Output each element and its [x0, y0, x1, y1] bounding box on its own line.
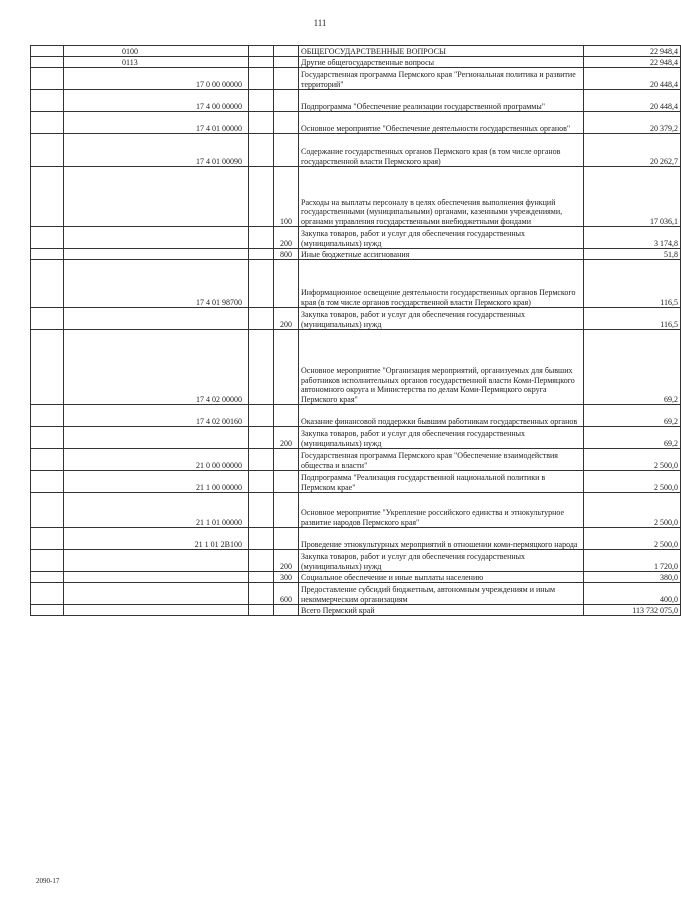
empty-cell — [249, 449, 274, 471]
amount-cell: 380,0 — [584, 572, 681, 583]
target-code-cell — [64, 605, 249, 616]
amount-cell: 2 500,0 — [584, 528, 681, 550]
empty-cell — [249, 572, 274, 583]
item-name-cell: Оказание финансовой поддержки бывшим работникам государственных органов — [299, 405, 584, 427]
amount-cell: 2 500,0 — [584, 471, 681, 493]
table-row — [31, 167, 681, 227]
target-code-cell — [64, 550, 249, 572]
table-row — [31, 112, 681, 134]
empty-cell — [31, 572, 64, 583]
expense-type-cell — [274, 471, 299, 493]
table-row — [31, 90, 681, 112]
expense-type-cell: 300 — [274, 572, 299, 583]
table-row — [31, 572, 681, 583]
table-row — [31, 605, 681, 616]
empty-cell — [249, 90, 274, 112]
empty-cell — [249, 405, 274, 427]
amount-cell: 20 379,2 — [584, 112, 681, 134]
amount-cell: 51,8 — [584, 249, 681, 260]
target-code-cell: 21 1 01 2В100 — [64, 528, 249, 550]
empty-cell — [249, 57, 274, 68]
target-code-cell — [64, 427, 249, 449]
expense-type-cell: 200 — [274, 227, 299, 249]
empty-cell — [249, 583, 274, 605]
expense-type-cell: 600 — [274, 583, 299, 605]
target-code-cell: 21 0 00 00000 — [64, 449, 249, 471]
item-name-cell: Проведение этнокультурных мероприятий в отношении коми-пермяцкого народа — [299, 528, 584, 550]
item-name-cell: Основное мероприятие "Укрепление российского единства и этнокультурное развитие народов Пермского края" — [299, 493, 584, 528]
expense-type-cell — [274, 330, 299, 405]
empty-cell — [249, 68, 274, 90]
expense-type-cell — [274, 46, 299, 57]
expense-type-cell — [274, 57, 299, 68]
item-name-cell: Всего Пермский край — [299, 605, 584, 616]
empty-cell — [31, 471, 64, 493]
amount-cell: 116,5 — [584, 260, 681, 308]
table-row — [31, 134, 681, 167]
table-row — [31, 427, 681, 449]
table-row — [31, 57, 681, 68]
amount-cell: 2 500,0 — [584, 493, 681, 528]
item-name-cell: Социальное обеспечение и иные выплаты населению — [299, 572, 584, 583]
empty-cell — [31, 528, 64, 550]
empty-cell — [249, 308, 274, 330]
amount-cell: 113 732 075,0 — [584, 605, 681, 616]
empty-cell — [249, 471, 274, 493]
expense-type-cell — [274, 605, 299, 616]
empty-cell — [249, 134, 274, 167]
item-name-cell: Подпрограмма "Реализация государственной национальной политики в Пермском крае" — [299, 471, 584, 493]
amount-cell: 69,2 — [584, 427, 681, 449]
target-code-cell: 17 4 01 00000 — [64, 112, 249, 134]
target-code-cell: 17 4 02 00000 — [64, 330, 249, 405]
expense-type-cell: 200 — [274, 308, 299, 330]
item-name-cell: Подпрограмма "Обеспечение реализации государственной программы" — [299, 90, 584, 112]
empty-cell — [31, 112, 64, 134]
target-code-cell: 17 4 02 00160 — [64, 405, 249, 427]
target-code-cell: 17 4 01 00090 — [64, 134, 249, 167]
item-name-cell: Закупка товаров, работ и услуг для обеспечения государственных (муниципальных) нужд — [299, 550, 584, 572]
item-name-cell: ОБЩЕГОСУДАРСТВЕННЫЕ ВОПРОСЫ — [299, 46, 584, 57]
expense-type-cell — [274, 90, 299, 112]
empty-cell — [249, 167, 274, 227]
item-name-cell: Основное мероприятие "Организация мероприятий, организуемых для бывших работников исполнительных органов государственной власти Коми-Пермяцкого автономного округа и Министерства по делам Коми-Пермяцкого округа Пермского края" — [299, 330, 584, 405]
expense-type-cell — [274, 68, 299, 90]
table-row — [31, 583, 681, 605]
page-number: 111 — [313, 18, 327, 28]
table-row — [31, 249, 681, 260]
footer-code: 2090-17 — [36, 877, 60, 885]
amount-cell: 2 500,0 — [584, 449, 681, 471]
section-code-cell: 0100 — [64, 46, 249, 57]
amount-cell: 22 948,4 — [584, 46, 681, 57]
empty-cell — [249, 427, 274, 449]
target-code-cell — [64, 308, 249, 330]
target-code-cell — [64, 227, 249, 249]
item-name-cell: Другие общегосударственные вопросы — [299, 57, 584, 68]
empty-cell — [31, 605, 64, 616]
item-name-cell: Государственная программа Пермского края "Региональная политика и развитие территорий" — [299, 68, 584, 90]
expense-type-cell — [274, 449, 299, 471]
item-name-cell: Закупка товаров, работ и услуг для обеспечения государственных (муниципальных) нужд — [299, 427, 584, 449]
table-row — [31, 528, 681, 550]
empty-cell — [31, 167, 64, 227]
amount-cell: 20 448,4 — [584, 68, 681, 90]
table-row — [31, 68, 681, 90]
amount-cell: 400,0 — [584, 583, 681, 605]
target-code-cell: 17 4 00 00000 — [64, 90, 249, 112]
item-name-cell: Государственная программа Пермского края "Обеспечение взаимодействия общества и власти" — [299, 449, 584, 471]
empty-cell — [31, 308, 64, 330]
empty-cell — [249, 46, 274, 57]
table-row — [31, 471, 681, 493]
empty-cell — [31, 260, 64, 308]
amount-cell: 22 948,4 — [584, 57, 681, 68]
empty-cell — [31, 405, 64, 427]
expense-type-cell: 200 — [274, 427, 299, 449]
empty-cell — [31, 449, 64, 471]
item-name-cell: Информационное освещение деятельности государственных органов Пермского края (в том числе органов государственной власти Пермского края) — [299, 260, 584, 308]
expense-type-cell: 800 — [274, 249, 299, 260]
amount-cell: 116,5 — [584, 308, 681, 330]
table-row — [31, 227, 681, 249]
empty-cell — [31, 249, 64, 260]
amount-cell: 69,2 — [584, 330, 681, 405]
table-body — [31, 46, 681, 616]
empty-cell — [31, 227, 64, 249]
target-code-cell: 17 4 01 98700 — [64, 260, 249, 308]
empty-cell — [249, 330, 274, 405]
item-name-cell: Закупка товаров, работ и услуг для обеспечения государственных (муниципальных) нужд — [299, 227, 584, 249]
table-row — [31, 46, 681, 57]
table-row — [31, 405, 681, 427]
amount-cell: 1 720,0 — [584, 550, 681, 572]
empty-cell — [31, 330, 64, 405]
empty-cell — [31, 68, 64, 90]
item-name-cell: Закупка товаров, работ и услуг для обеспечения государственных (муниципальных) нужд — [299, 308, 584, 330]
empty-cell — [249, 249, 274, 260]
expense-type-cell — [274, 260, 299, 308]
amount-cell: 20 262,7 — [584, 134, 681, 167]
empty-cell — [31, 57, 64, 68]
expense-type-cell — [274, 493, 299, 528]
expense-type-cell — [274, 112, 299, 134]
expense-type-cell — [274, 405, 299, 427]
amount-cell: 17 036,1 — [584, 167, 681, 227]
empty-cell — [249, 260, 274, 308]
empty-cell — [31, 46, 64, 57]
amount-cell: 20 448,4 — [584, 90, 681, 112]
amount-cell: 69,2 — [584, 405, 681, 427]
empty-cell — [31, 583, 64, 605]
expense-type-cell: 100 — [274, 167, 299, 227]
item-name-cell: Иные бюджетные ассигнования — [299, 249, 584, 260]
table-row — [31, 449, 681, 471]
empty-cell — [31, 493, 64, 528]
empty-cell — [249, 227, 274, 249]
table-row — [31, 550, 681, 572]
empty-cell — [249, 605, 274, 616]
table-row — [31, 493, 681, 528]
target-code-cell: 21 1 00 00000 — [64, 471, 249, 493]
empty-cell — [31, 90, 64, 112]
target-code-cell — [64, 167, 249, 227]
table-row — [31, 260, 681, 308]
empty-cell — [249, 112, 274, 134]
item-name-cell: Основное мероприятие "Обеспечение деятельности государственных органов" — [299, 112, 584, 134]
empty-cell — [31, 134, 64, 167]
empty-cell — [249, 550, 274, 572]
budget-table — [30, 45, 681, 616]
expense-type-cell — [274, 134, 299, 167]
target-code-cell: 21 1 01 00000 — [64, 493, 249, 528]
item-name-cell: Расходы на выплаты персоналу в целях обеспечения выполнения функций государственными (муниципальными) органами, казенными учреждениями, органами управления государственными внебюджетными фондами — [299, 167, 584, 227]
amount-cell: 3 174,8 — [584, 227, 681, 249]
table-row — [31, 330, 681, 405]
target-code-cell: 17 0 00 00000 — [64, 68, 249, 90]
empty-cell — [249, 493, 274, 528]
target-code-cell — [64, 249, 249, 260]
expense-type-cell — [274, 528, 299, 550]
item-name-cell: Содержание государственных органов Пермского края (в том числе органов государственной власти Пермского края) — [299, 134, 584, 167]
section-code-cell: 0113 — [64, 57, 249, 68]
target-code-cell — [64, 583, 249, 605]
empty-cell — [31, 427, 64, 449]
empty-cell — [31, 550, 64, 572]
table-row — [31, 308, 681, 330]
empty-cell — [249, 528, 274, 550]
item-name-cell: Предоставление субсидий бюджетным, автономным учреждениям и иным некоммерческим организациям — [299, 583, 584, 605]
target-code-cell — [64, 572, 249, 583]
expense-type-cell: 200 — [274, 550, 299, 572]
